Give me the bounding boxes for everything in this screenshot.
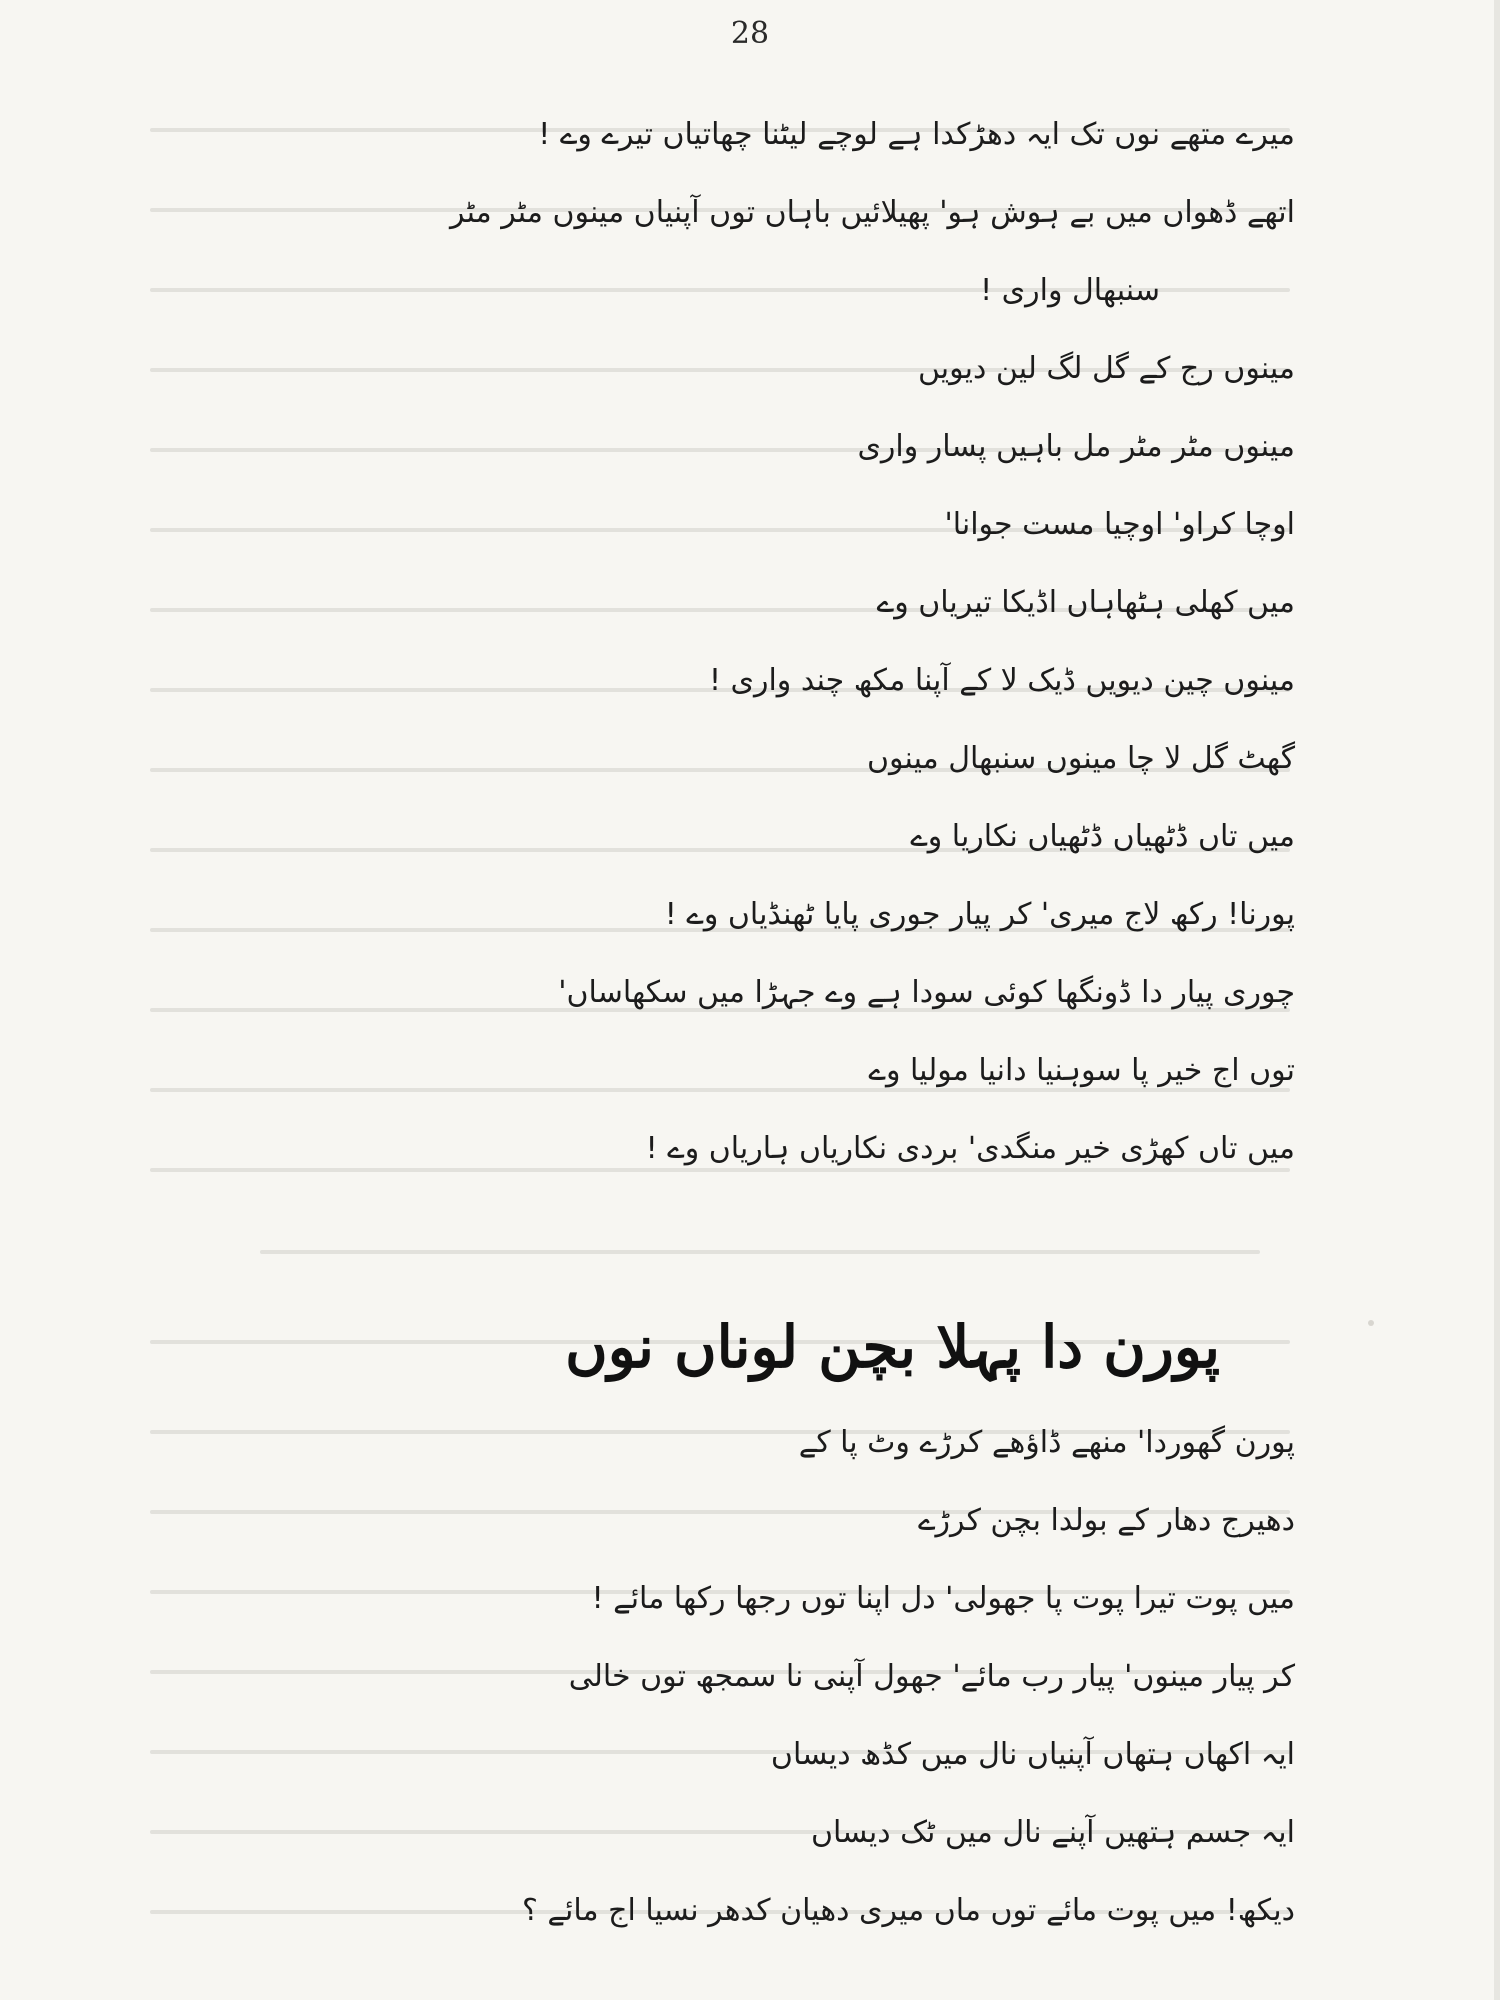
verse-line: میں تاں ڈٹھیاں ڈٹھیاں نکاریا وے bbox=[910, 818, 1295, 854]
verse-line: دیکھ! میں پوت مائے توں ماں میری دھیان کدھر نسیا اج مائے ؟ bbox=[521, 1892, 1295, 1928]
verse-line: مینوں چین دیویں ڈیک لا کے آپنا مکھ چند واری ! bbox=[708, 662, 1295, 698]
section-heading-block bbox=[565, 1292, 1295, 1402]
verse-line: پورنا! رکھ لاج میری' کر پیار جوری پایا ٹھنڈیاں وے ! bbox=[664, 896, 1295, 932]
page-number: 28 bbox=[730, 16, 770, 51]
verse-line: سنبھال واری ! bbox=[980, 272, 1160, 308]
poem-part-one bbox=[450, 96, 1295, 1188]
verse-line: میرے متھے نوں تک ایہ دھڑکدا ہے لوچے لیٹنا چھاتیاں تیرے وے ! bbox=[538, 116, 1295, 152]
verse-line: دھیرج دھار کے بولدا بچن کرڑے bbox=[917, 1502, 1295, 1538]
page-edge bbox=[1494, 0, 1500, 2000]
verse-line: توں اج خیر پا سوہنیا دانیا مولیا وے bbox=[868, 1052, 1295, 1088]
verse-line: اتھے ڈھواں میں بے ہوش ہو' پھیلائیں باہاں توں آپنیاں مینوں مٹر مٹر bbox=[450, 194, 1295, 230]
verse-line: گھٹ گل لا چا مینوں سنبھال مینوں bbox=[867, 740, 1295, 776]
verse-line: پورن گھوردا' منھے ڈاؤھے کرڑے وٹ پا کے bbox=[798, 1424, 1295, 1460]
poem-part-two bbox=[522, 1404, 1295, 1950]
verse-line: میں تاں کھڑی خیر منگدی' بردی نکاریاں ہاریاں وے ! bbox=[645, 1130, 1295, 1166]
verse-line: اوچا کراو' اوچیا مست جوانا' bbox=[944, 506, 1295, 542]
verse-line: مینوں رج کے گل لگ لین دیویں bbox=[917, 350, 1295, 386]
verse-line: میں پوت تیرا پوت پا جھولی' دل اپنا توں رجھا رکھا مائے ! bbox=[591, 1580, 1295, 1616]
verse-line: میں کھلی ہٹھاہاں اڈیکا تیریاں وے bbox=[876, 584, 1295, 620]
verse-line: کر پیار مینوں' پیار رب مائے' جھول آپنی نا سمجھ توں خالی bbox=[568, 1658, 1295, 1694]
verse-line: ایہ اکھاں ہتھاں آپنیاں نال میں کڈھ دیساں bbox=[770, 1736, 1295, 1772]
verse-line: ایہ جسم ہتھیں آپنے نال میں ٹک دیساں bbox=[810, 1814, 1295, 1850]
section-title: پورن دا پہلا بچن لوناں نوں bbox=[565, 1313, 1220, 1381]
show-through-line bbox=[260, 1250, 1260, 1254]
verse-line: مینوں مٹر مٹر مل باہیں پسار واری bbox=[857, 428, 1295, 464]
verse-line: چوری پیار دا ڈونگھا کوئی سودا ہے وے جہڑا میں سکھاساں' bbox=[558, 974, 1295, 1010]
paper-speck bbox=[1368, 1320, 1374, 1326]
